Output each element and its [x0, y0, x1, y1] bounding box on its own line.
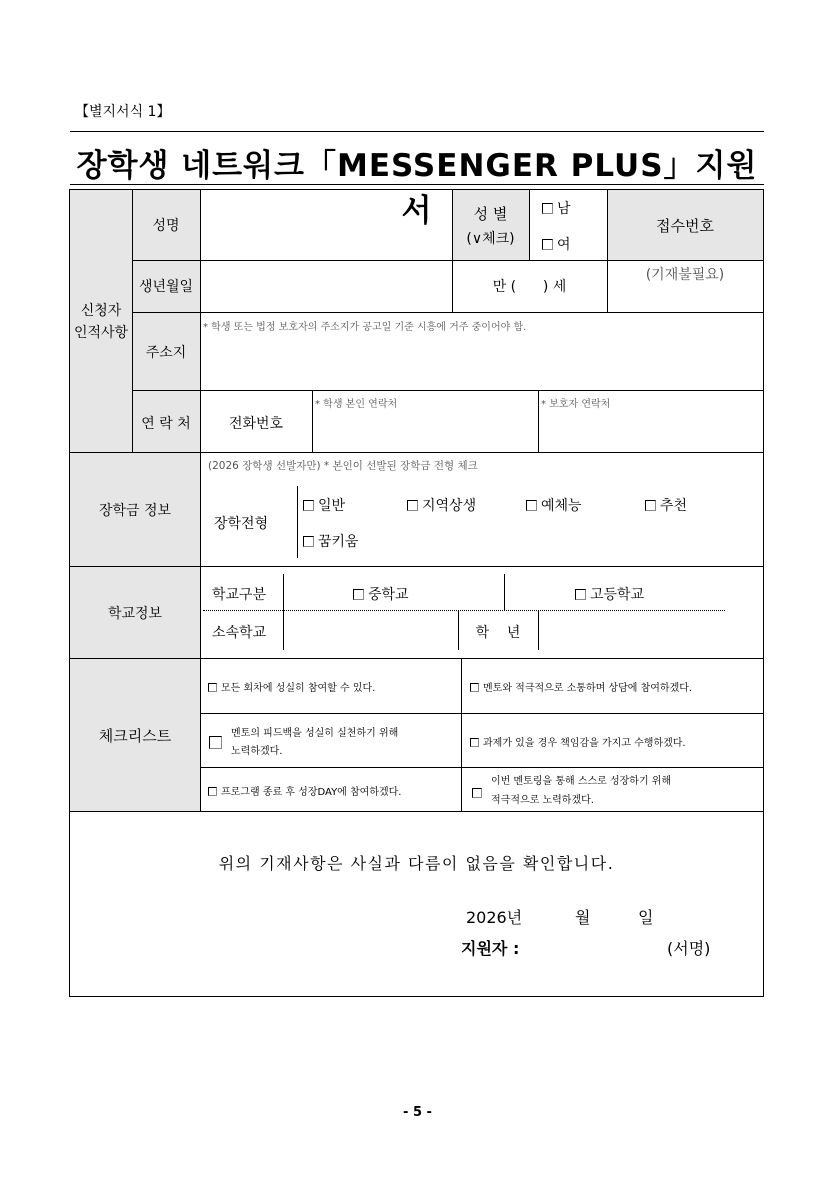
receipt-number-label: 접수번호	[656, 217, 714, 235]
item-label: 과제가 있을 경우 책임감을 가지고 수행하겠다.	[483, 738, 686, 749]
checklist-item[interactable]	[208, 783, 402, 798]
option-label: 추천	[660, 498, 688, 514]
divider	[70, 658, 763, 659]
gender-check-hint: (∨체크)	[466, 231, 515, 247]
female-label: 여	[557, 237, 571, 253]
item-label: 모든 회차에 성실히 참여할 수 있다.	[221, 683, 376, 694]
checkbox[interactable]	[407, 500, 418, 511]
checkbox[interactable]	[526, 500, 537, 511]
contact-label: 연 락 처	[141, 416, 191, 432]
name-label: 성명	[152, 218, 180, 234]
guardian-phone-input[interactable]	[539, 410, 762, 451]
item-label: 멘토와 적극적으로 소통하며 상담에 참여하겠다.	[483, 683, 693, 694]
checkbox[interactable]	[303, 536, 314, 547]
address-label: 주소지	[145, 345, 187, 361]
checklist-item[interactable]	[470, 679, 692, 694]
checkbox[interactable]	[303, 500, 314, 511]
checkbox[interactable]	[353, 589, 364, 600]
item-label: 프로그램 종료 후 성장DAY에 참여하겠다.	[221, 787, 402, 798]
scholarship-type-label: 장학전형	[214, 516, 269, 532]
checklist-item[interactable]	[470, 734, 686, 749]
guardian-contact-note: * 보호자 연락처	[541, 399, 611, 410]
student-phone-input[interactable]	[313, 410, 537, 451]
affiliation-label: 소속학교	[212, 625, 267, 641]
checklist-item-line2: 노력하겠다.	[231, 746, 283, 757]
receipt-note: (기재불필요)	[645, 267, 725, 283]
school-section-label: 학교정보	[107, 606, 163, 622]
middle-school-option[interactable]	[353, 584, 409, 604]
scholarship-option-recommend[interactable]	[645, 495, 687, 515]
checklist-item-line1: 이번 멘토링을 통해 스스로 성장하기 위해	[491, 776, 672, 787]
address-input[interactable]	[201, 333, 762, 389]
scholarship-note: (2026 장학생 선발자만) * 본인이 선발된 장학금 전형 체크	[208, 460, 478, 472]
male-checkbox[interactable]	[542, 203, 553, 214]
checkbox[interactable]	[575, 589, 586, 600]
scholarship-option-regional[interactable]	[407, 495, 476, 515]
divider	[461, 658, 462, 811]
divider	[529, 190, 530, 260]
checklist-item-line1: 멘토의 피드백을 성실히 실천하기 위해	[231, 728, 399, 739]
signature-label: (서명)	[667, 939, 711, 958]
checkbox[interactable]	[645, 500, 656, 511]
page-number: - 5 -	[403, 1105, 432, 1120]
grade-label: 학 년	[475, 625, 521, 641]
high-school-option[interactable]	[575, 584, 644, 604]
grade-input[interactable]	[539, 612, 724, 648]
page-title: 장학생 네트워크「MESSENGER PLUS」지원서	[76, 148, 758, 229]
divider	[132, 312, 763, 313]
birth-input[interactable]	[201, 261, 451, 311]
age-field[interactable]: 만 ( ) 세	[492, 279, 567, 295]
gender-label: 성 별	[473, 205, 508, 223]
divider	[607, 190, 608, 312]
checkbox[interactable]	[470, 738, 479, 747]
option-label: 예체능	[541, 498, 582, 514]
address-note: * 학생 또는 법정 보호자의 주소지가 공고일 기준 시흥에 거주 중이어야 함.	[203, 322, 527, 333]
confirmation-statement: 위의 기재사항은 사실과 다름이 없음을 확인합니다.	[218, 854, 615, 873]
dotted-divider	[203, 610, 725, 611]
divider	[70, 452, 763, 453]
title-bottom-rule	[70, 184, 764, 185]
phone-label: 전화번호	[228, 416, 284, 432]
divider	[297, 486, 298, 558]
male-label: 남	[557, 201, 571, 217]
option-label: 지역상생	[422, 498, 477, 514]
divider	[200, 713, 763, 714]
student-contact-note: * 학생 본인 연락처	[315, 399, 398, 410]
option-label: 일반	[318, 498, 346, 514]
scholarship-option-general[interactable]	[303, 495, 345, 515]
checklist-item[interactable]	[208, 679, 375, 694]
option-label: 고등학교	[590, 587, 645, 603]
checklist-checkbox[interactable]	[209, 733, 226, 752]
option-label: 중학교	[368, 587, 409, 603]
form-label: 【별지서식 1】	[75, 104, 171, 120]
female-option[interactable]	[542, 234, 571, 254]
checklist-checkbox[interactable]	[472, 782, 486, 801]
checklist-item-line2: 적극적으로 노력하겠다.	[491, 795, 594, 806]
divider	[283, 574, 284, 610]
option-label: 꿈키움	[318, 534, 359, 550]
applicant-section-label: 신청자 인적사항	[73, 303, 129, 341]
checkbox[interactable]	[470, 683, 479, 692]
checkbox[interactable]	[208, 787, 217, 796]
date-year: 2026년	[466, 908, 523, 927]
divider	[70, 566, 763, 567]
checkbox[interactable]	[208, 683, 217, 692]
divider	[70, 811, 763, 812]
male-option[interactable]	[542, 198, 571, 218]
birth-label: 생년월일	[138, 279, 194, 295]
scholarship-section-label: 장학금 정보	[98, 503, 172, 519]
applicant-signature-label: 지원자 :	[461, 939, 520, 958]
school-name-input[interactable]	[284, 612, 457, 648]
school-category-label: 학교구분	[212, 587, 267, 603]
checklist-section-label: 체크리스트	[98, 727, 172, 745]
date-day: 일	[638, 908, 654, 927]
divider	[200, 767, 763, 768]
date-month: 월	[575, 908, 591, 927]
scholarship-option-dream[interactable]	[303, 531, 359, 551]
title-top-rule	[70, 131, 764, 132]
gender-label-shade	[452, 190, 529, 260]
female-checkbox[interactable]	[542, 239, 553, 250]
divider	[504, 574, 505, 610]
name-input[interactable]	[201, 191, 451, 259]
applicant-name-input[interactable]	[545, 932, 655, 958]
divider	[132, 390, 763, 391]
scholarship-option-arts[interactable]	[526, 495, 582, 515]
